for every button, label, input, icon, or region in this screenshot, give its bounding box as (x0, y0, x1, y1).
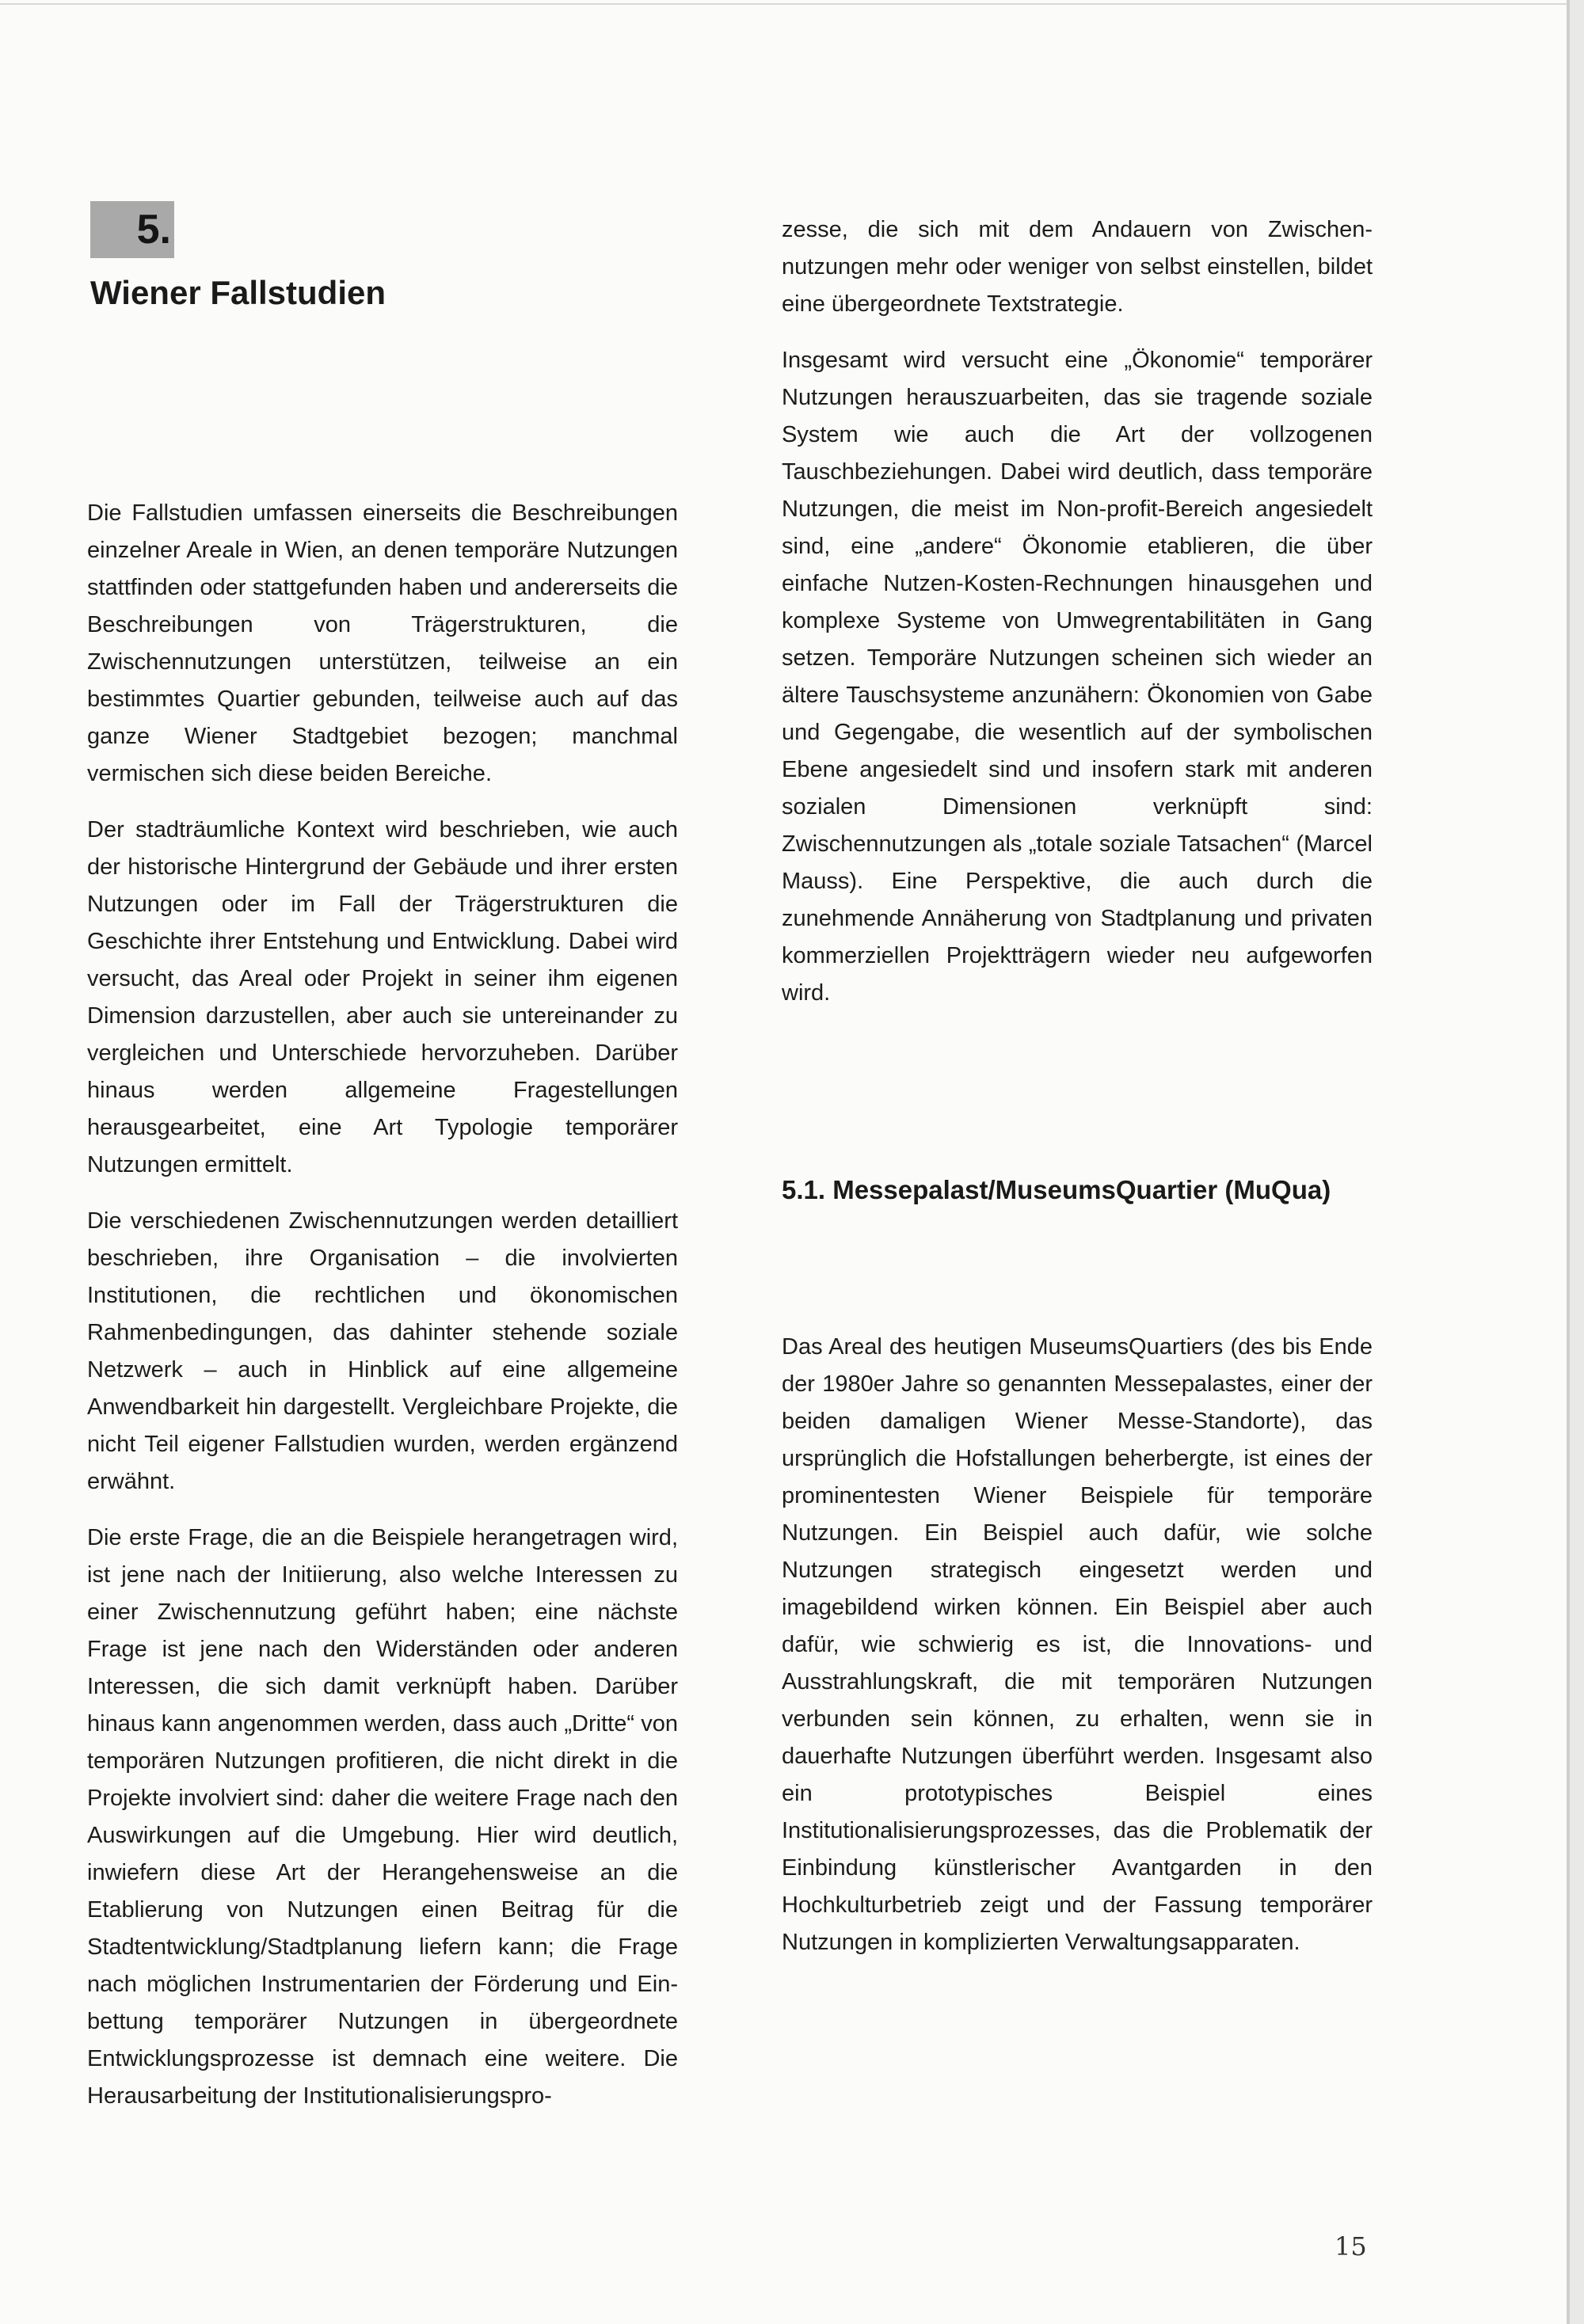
body-paragraph: Das Areal des heutigen MuseumsQuartiers (des bis Ende der 1980er Jahre so genannten Messepalastes, einer der beiden damaligen Wiener Messe-Standorte), das ursprünglich die Hofstallungen beherbergte, ist eines der prominentesten Wiener Beispiele für temporäre Nutzungen. Ein Beispiel auch dafür, wie solche Nutzungen strategisch eingesetzt werden und imagebildend wirken können. Ein Beispiel aber auch dafür, wie schwierig es ist, die Innovations- und Ausstrahlungskraft, die mit temporären Nutzungen verbunden sein können, zu erhalten, wenn sie in dauerhafte Nutzungen überführt werden. Insgesamt also ein prototypisches Beispiel eines Institutionalisierungsprozesses, das die Problematik der Einbindung künstlerischer Avantgarden in den Hochkulturbetrieb zeigt und der Fassung temporärer Nutzungen in komplizierten Verwaltungsapparaten. (782, 1334, 1373, 1955)
body-paragraph: Die Fallstudien umfassen einerseits die Beschreibungen einzelner Areale in Wien, an denen temporäre Nutzungen stattfinden oder stattgefunden haben und andererseits die Beschreibungen von Trägerstrukturen, die Zwischennutzungen unterstützen, teilweise an ein bestimmtes Quartier gebunden, teilweise auch auf das ganze Wiener Stadtgebiet bezogen; manchmal vermischen sich diese beiden Bereiche. (87, 500, 678, 786)
chapter-number-box (90, 201, 174, 258)
body-paragraph: zesse, die sich mit dem Andauern von Zwischennutzungen mehr oder weniger von selbst einstellen, bildet eine übergeordnete Textstrategie. (782, 217, 1373, 317)
body-paragraph: Insgesamt wird versucht eine „Ökonomie“ temporärer Nutzungen herauszuarbeiten, das sie tragende soziale System wie auch die Art der vollzogenen Tauschbeziehungen. Dabei wird deutlich, dass temporäre Nutzungen, die meist im Non-profit-Bereich angesiedelt sind, eine „andere“ Ökonomie etablieren, die über einfache Nutzen-Kosten-Rechnungen hinausgehen und komplexe Systeme von Umwegrentabilitäten in Gang setzen. Temporäre Nutzungen scheinen sich wieder an ältere Tauschsysteme anzunähern: Ökonomien von Gabe und Gegengabe, die wesentlich auf der symbolischen Ebene angesiedelt sind und insofern stark mit anderen sozialen Dimensionen verknüpft sind: Zwischennutzungen als „totale soziale Tatsachen“ (Marcel Mauss). Eine Perspektive, die auch durch die zunehmende Annäherung von Stadtplanung und privaten kommerziellen Projektträgern wieder neu aufgeworfen wird. (782, 348, 1373, 1006)
chapter-title: Wiener Fallstudien (90, 274, 386, 311)
chapter-number: 5. (136, 207, 171, 253)
body-paragraph: Die erste Frage, die an die Beispiele herangetragen wird, ist jene nach der Initiierung, also welche Interessen zu einer Zwischennutzung geführt haben; eine nächste Frage ist jene nach den Widerständen oder anderen Interessen, die sich damit verknüpft haben. Darüber hinaus kann angenommen werden, dass auch „Dritte“ von temporären Nutzungen profitieren, die nicht direkt in die Projekte involviert sind: daher die weitere Frage nach den Auswirkungen auf die Umgebung. Hier wird deutlich, inwiefern diese Art der Herangehensweise an die Etablierung von Nutzungen einen Beitrag für die Stadtentwicklung/Stadtplanung liefern kann; die Frage nach möglichen Instrumentarien der Förderung und Einbettung temporärer Nutzungen in übergeordnete Entwicklungsprozesse ist demnach eine weitere. Die Herausarbeitung der Institutionalisierungspro- (87, 1525, 678, 2109)
left-text-column (87, 495, 678, 2134)
section-text-column (782, 1329, 1373, 1980)
right-text-column (782, 211, 1373, 1031)
body-paragraph: Die verschiedenen Zwischennutzungen werden detailliert beschrieben, ihre Organisation – die involvierten Institutionen, die rechtlichen und ökonomischen Rahmenbedingungen, das dahinter stehende soziale Netzwerk – auch in Hinblick auf eine allgemeine Anwendbarkeit hin dargestellt. Vergleichbare Projekte, die nicht Teil eigener Fallstudien wurden, werden ergänzend erwähnt. (87, 1208, 678, 1494)
page-top-rule (0, 3, 1567, 5)
body-paragraph: Der stadträumliche Kontext wird beschrieben, wie auch der historische Hintergrund der Gebäude und ihrer ersten Nutzungen oder im Fall der Trägerstrukturen die Geschichte ihrer Entstehung und Entwicklung. Dabei wird versucht, das Areal oder Projekt in seiner ihm eigenen Dimension darzustellen, aber auch sie untereinander zu vergleichen und Unterschiede hervorzuheben. Darüber hinaus werden allgemeine Fragestellungen herausgearbeitet, eine Art Typologie temporärer Nutzungen ermittelt. (87, 817, 678, 1177)
section-heading: 5.1. Messepalast/MuseumsQuartier (MuQua) (782, 1175, 1331, 1204)
page-number: 15 (1335, 2231, 1367, 2261)
